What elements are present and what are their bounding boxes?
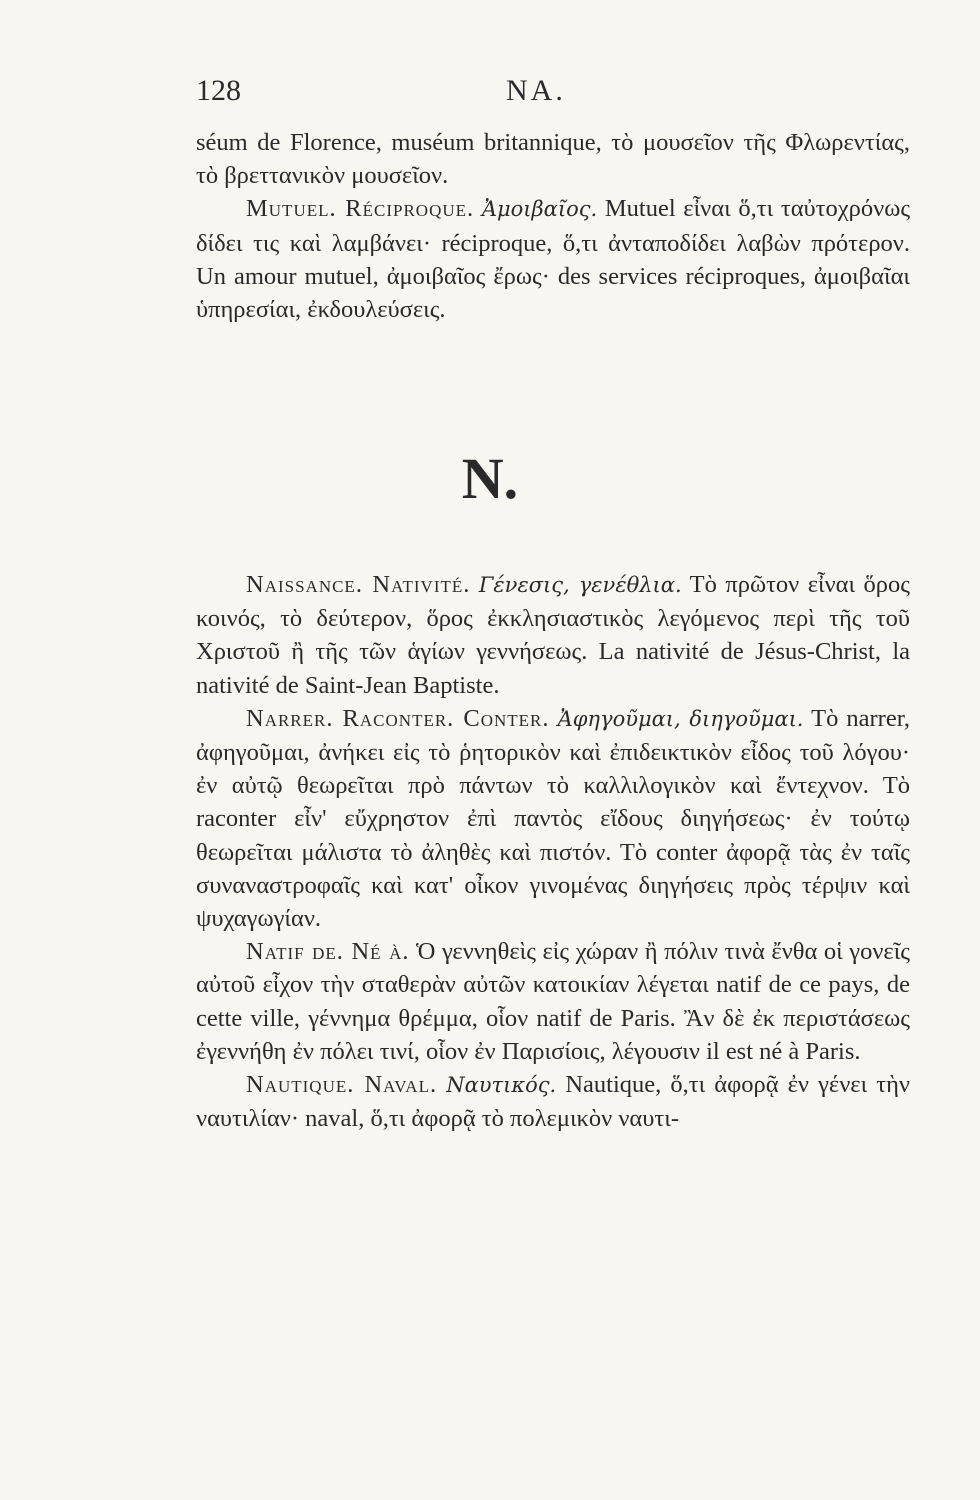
entry-narrer	[196, 702, 910, 935]
running-head: ΝΑ.	[506, 74, 566, 107]
entry-narrer-greek-head: Ἀφηγοῦμαι, διηγοῦμαι.	[557, 706, 804, 731]
entry-natif-head: Natif de. Né à.	[246, 938, 410, 966]
entry-narrer-head: Narrer. Raconter. Conter.	[246, 704, 550, 732]
entry-nautique-head: Nautique. Naval.	[246, 1071, 438, 1099]
page-number: 128	[196, 74, 241, 107]
entry-natif-text: Ὁ γεννηθεὶς εἰς χώραν ἢ πόλιν τινὰ ἔνθα οἱ γονεῖς αὐτοῦ εἶχον τὴν σταθερὰν αὐτῶν κατοικίαν λέγεται natif de ce pays, de cette ville, γέννημα θρέμμα, οἷον natif de Paris. Ἂν δὲ ἐκ περιστάσεως ἐγεννήθη ἐν πόλει τινί, οἷον ἐν Παρισίοις, λέγουσιν il est né à Paris.	[196, 938, 911, 1065]
entry-museum-text: séum de Florence, muséum britannique, τὸ μουσεῖον τῆς Φλωρεντίας, τὸ βρεττανικὸν μουσεῖον.	[196, 129, 910, 190]
entry-mutuel-text: Mutuel εἶναι ὅ,τι ταὐτοχρόνως δίδει τις καὶ λαμβάνει· réciproque, ὅ,τι ἀνταποδίδει λαβὼν πρότερον. Un amour mutuel, ἀμοιβαῖος ἔρως· des services réciproques, ἀμοιβαῖαι ὑπηρεσίαι, ἐκδουλεύσεις.	[196, 195, 911, 324]
entry-nautique-greek-head: Ναυτικός.	[446, 1073, 557, 1098]
entry-mutuel-greek-head: Ἀμοιβαῖος.	[481, 197, 598, 222]
entry-nautique-text: Nautique, ὅ,τι ἀφορᾷ ἐν γένει τὴν ναυτιλίαν· naval, ὅ,τι ἀφορᾷ τὸ πολεμικὸν ναυτι-	[196, 1071, 910, 1133]
entry-narrer-text: Τὸ narrer, ἀφηγοῦμαι, ἀνήκει εἰς τὸ ῥητορικὸν καὶ ἐπιδεικτικὸν εἶδος τοῦ λόγου· ἐν αὐτῷ θεωρεῖται πρὸ πάντων τὸ καλλιλογικὸν καὶ ἔντεχνον. Τὸ raconter εἶν' εὔχρηστον ἐπὶ παντὸς εἴδους διηγήσεως· ἐν τούτῳ θεωρεῖται μάλιστα τὸ ἀληθὲς καὶ πιστόν. Τὸ conter ἀφορᾷ τὰς ἐν ταῖς συναναστροφαῖς καὶ κατ' οἶκον γινομένας διηγήσεις πρὸς τέρψιν καὶ ψυχαγωγίαν.	[196, 704, 911, 933]
entry-natif	[196, 935, 910, 1068]
entry-naissance	[196, 568, 910, 702]
entry-nautique	[196, 1068, 910, 1135]
entry-naissance-greek-head: Γένεσις, γενέθλια.	[478, 573, 682, 597]
page-header	[196, 74, 906, 114]
entry-naissance-head: Naissance. Nativité.	[246, 571, 471, 598]
entry-mutuel-head: Mutuel. Réciproque.	[246, 195, 475, 223]
text-block-n	[196, 568, 910, 1135]
text-block-top	[196, 126, 910, 326]
entry-naissance-text: Τὸ πρῶτον εἶναι ὅρος κοινός, τὸ δεύτερον, ὅρος ἐκκλησιαστικὸς λεγόμενος περὶ τῆς τοῦ Χριστοῦ ἢ τῆς τῶν ἁγίων γεννήσεως. La nativité de Jésus-Christ, la nativité de Saint-Jean Baptiste.	[196, 571, 910, 699]
entry-mutuel	[196, 192, 910, 326]
section-letter: N.	[461, 446, 519, 511]
